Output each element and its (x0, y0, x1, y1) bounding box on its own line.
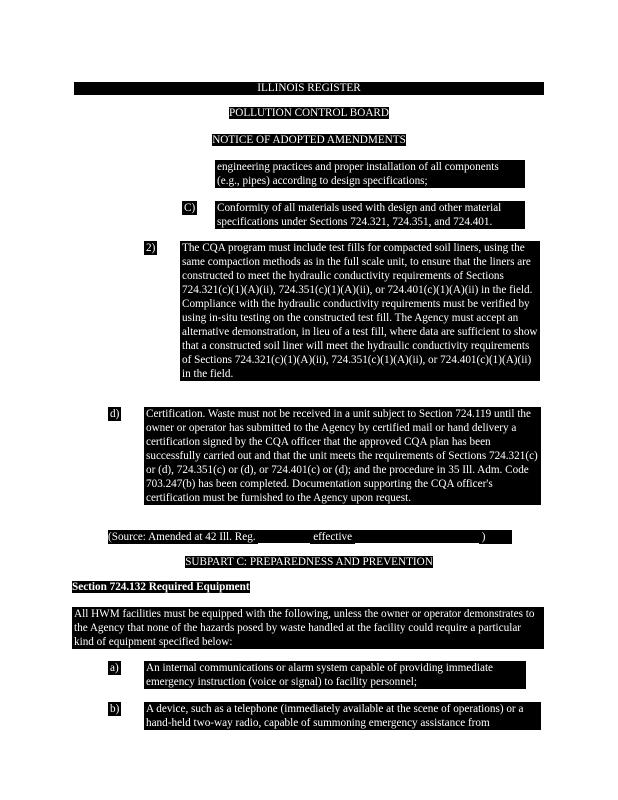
item-2-label: 2) (146, 242, 156, 254)
source-note: (Source: Amended at 42 Ill. Reg. effective ) (108, 530, 512, 544)
notice-title: NOTICE OF ADOPTED AMENDMENTS (212, 134, 406, 146)
item-c-text: Conformity of all materials used with design and other material specifications under Sections 724.321, 724.351, and 724.401. (215, 201, 525, 229)
section-title: Section 724.132 Required Equipment (72, 581, 250, 593)
section-intro: All HWM facilities must be equipped with the following, unless the owner or operator demonstrates to the Agency that none of the hazards posed by waste handled at the facility could require a particular kind of equipment specified below: (72, 607, 544, 649)
item-d-label: d) (110, 408, 120, 420)
item-2-text: The CQA program must include test fills for compacted soil liners, using the same compaction methods as in the full scale unit, to ensure that the liners are constructed to meet the hydraulic conductivity requirements of Sections 724.321(c)(1)(A)(ii), 724.351(c)(1)(A)(ii), or 724.401(c)(1)(A)(ii) in the field. Compliance with the hydraulic conductivity requirements must be verified by using in-situ testing on the constructed test fill. The Agency must accept an alternative demonstration, in lieu of a test fill, where data are sufficient to show that a constructed soil liner will meet the hydraulic conductivity requirements of Sections 724.321(c)(1)(A)(ii), 724.351(c)(1)(A)(ii), or 724.401(c)(1)(A)(ii) in the field. (180, 241, 540, 381)
item-b-text: A device, such as a telephone (immediately available at the scene of operations) or a hand-held two-way radio, capable of summoning emergency assistance from (144, 702, 541, 730)
continued-paragraph: engineering practices and proper installation of all components (e.g., pipes) according to design specifications; (215, 160, 525, 188)
agency-title: POLLUTION CONTROL BOARD (229, 107, 389, 119)
item-b-label: b) (110, 703, 120, 715)
item-d-text: Certification. Waste must not be received in a unit subject to Section 724.119 until the owner or operator has submitted to the Agency by certified mail or hand delivery a certification signed by the CQA officer that the approved CQA plan has been successfully carried out and that the unit meets the requirements of Sections 724.321(c) or (d), 724.351(c) or (d), or 724.401(c) or (d); and the procedure in 35 Ill. Adm. Code 703.247(b) has been completed. Documentation supporting the CQA officer's certification must be furnished to the Agency upon request. (144, 407, 541, 505)
item-a-label: a) (110, 662, 119, 674)
register-title: ILLINOIS REGISTER (257, 82, 361, 94)
subpart-heading: SUBPART C: PREPAREDNESS AND PREVENTION (185, 556, 433, 568)
item-a-text: An internal communications or alarm system capable of providing immediate emergency instruction (voice or signal) to facility personnel; (144, 661, 526, 689)
item-c-label: C) (184, 202, 196, 214)
